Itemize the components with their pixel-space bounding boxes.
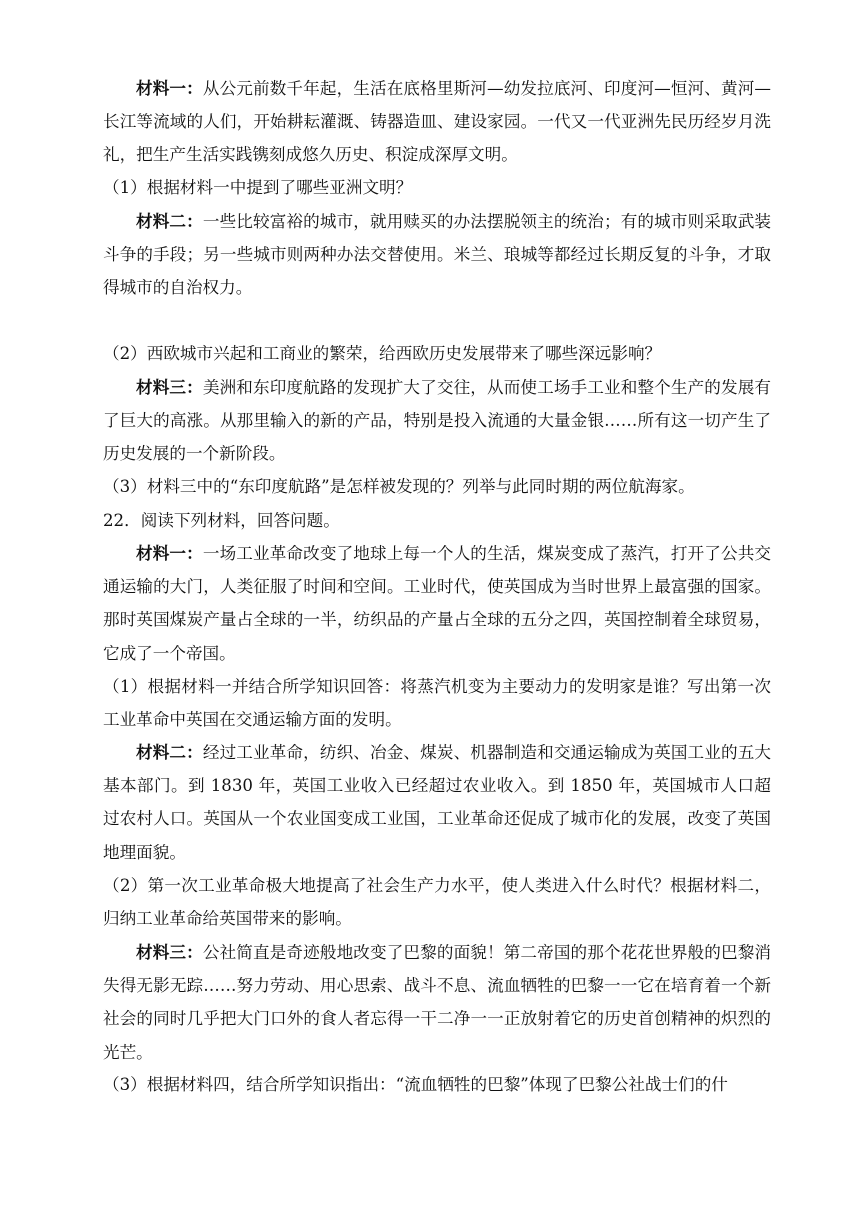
material-1-label: 材料一： — [136, 78, 203, 98]
material-4-text: 一场工业革命改变了地球上每一个人的生活，煤炭变成了蒸汽，打开了公共交通运输的大门，人类征服了时间和空间。工业时代，使英国成为当时世界上最富强的国家。那时英国煤炭产量占全球的一半，纺织品的产量占全球的五分之四，英国控制着全球贸易，它成了一个帝国。 — [103, 544, 772, 663]
question-4: （1）根据材料一并结合所学知识回答：将蒸汽机变为主要动力的发明家是谁？写出第一次工业革命中英国在交通运输方面的发明。 — [103, 677, 771, 730]
material-5-label: 材料二： — [136, 742, 203, 762]
material-2-text: 一些比较富裕的城市，就用赎买的办法摆脱领主的统治；有的城市则采取武装斗争的手段；另一些城市则两种办法交替使用。米兰、琅城等都经过长期反复的斗争，才取得城市的自治权力。 — [103, 212, 772, 298]
material-2-label: 材料二： — [136, 211, 203, 231]
material-2-paragraph — [103, 205, 771, 305]
material-6-paragraph — [103, 936, 771, 1069]
material-1-paragraph — [103, 72, 771, 172]
question-3: （3）材料三中的“东印度航路”是怎样被发现的？列举与此同时期的两位航海家。 — [103, 477, 695, 496]
material-4-paragraph — [103, 537, 771, 670]
material-6-label: 材料三： — [136, 942, 203, 962]
material-3-text: 美洲和东印度航路的发现扩大了交往，从而使工场手工业和整个生产的发展有了巨大的高涨。从那里输入的新的产品，特别是投入流通的大量金银……所有这一切产生了历史发展的一个新阶段。 — [103, 378, 772, 464]
material-6-text: 公社简直是奇迹般地改变了巴黎的面貌！第二帝国的那个花花世界般的巴黎消失得无影无踪……努力劳动、用心思索、战斗不息、流血牺牲的巴黎一一它在培育着一个新社会的同时几乎把大门口外的食人者忘得一干二净一一正放射着它的历史首创精神的炽烈的光芒。 — [103, 943, 772, 1062]
question-6: （3）根据材料四，结合所学知识指出：“流血牺牲的巴黎”体现了巴黎公社战士们的什 — [103, 1075, 728, 1094]
question-5: （2）第一次工业革命极大地提高了社会生产力水平，使人类进入什么时代？根据材料二，归纳工业革命给英国带来的影响。 — [103, 876, 771, 929]
material-4-label: 材料一： — [136, 543, 203, 563]
material-3-label: 材料三： — [136, 377, 203, 397]
question-22-heading: 22．阅读下列材料，回答问题。 — [103, 511, 340, 530]
material-5-paragraph — [103, 736, 771, 869]
material-5-text: 经过工业革命，纺织、冶金、煤炭、机器制造和交通运输成为英国工业的五大基本部门。到 1830 年，英国工业收入已经超过农业收入。到 1850 年，英国城市人口超过农村人口。英国从一个农业国变成工业国，工业革命还促成了城市化的发展，改变了英国地理面貌。 — [103, 743, 772, 862]
material-3-paragraph — [103, 371, 771, 471]
question-1: （1）根据材料一中提到了哪些亚洲文明？ — [103, 178, 413, 197]
material-1-text: 从公元前数千年起，生活在底格里斯河—幼发拉底河、印度河—恒河、黄河—长江等流域的人们，开始耕耘灌溉、铸器造皿、建设家园。一代又一代亚洲先民历经岁月洗礼，把生产生活实践镌刻成悠久历史、积淀成深厚文明。 — [103, 79, 772, 165]
question-2: （2）西欧城市兴起和工商业的繁荣，给西欧历史发展带来了哪些深远影响？ — [103, 344, 662, 363]
